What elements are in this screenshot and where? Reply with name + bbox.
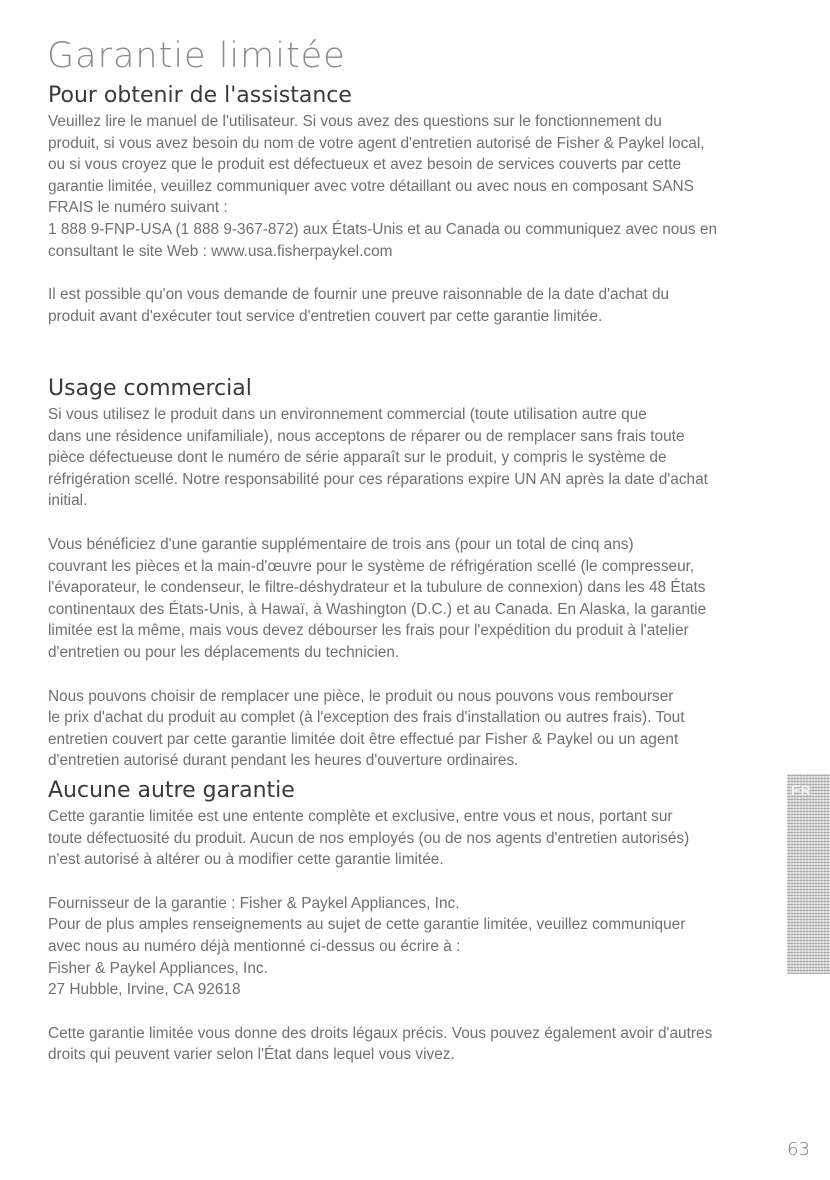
text-line: initial. — [48, 492, 88, 510]
text-line: FRAIS le numéro suivant : — [48, 199, 228, 217]
paragraph — [48, 534, 778, 664]
text-line: 1 888 9-FNP-USA (1 888 9-367-872) aux États-Unis et au Canada ou communiquez avec nous en — [48, 220, 718, 238]
text-line: 27 Hubble, Irvine, CA 92618 — [48, 981, 241, 999]
paragraph — [48, 1023, 778, 1066]
text-line: droits qui peuvent varier selon l'État dans lequel vous vivez. — [48, 1046, 455, 1064]
text-line: Cette garantie limitée est une entente complète et exclusive, entre vous et nous, portant sur — [48, 808, 673, 825]
text-line: Nous pouvons choisir de remplacer une pièce, le produit ou nous pouvons vous rembourser — [48, 687, 674, 705]
paragraph — [48, 686, 778, 772]
text-line: produit avant d'exécuter tout service d'entretien couvert par cette garantie limitée. — [48, 307, 603, 325]
text-line: toute défectuosité du produit. Aucun de nos employés (ou de nos agents d'entretien autorisés) — [48, 829, 690, 847]
text-line: Fournisseur de la garantie : Fisher & Paykel Appliances, Inc. — [48, 894, 460, 912]
text-line: Veuillez lire le manuel de l'utilisateur. Si vous avez des questions sur le fonctionnement du — [48, 113, 662, 130]
page-number: 63 — [787, 1139, 810, 1160]
section-assistance — [48, 83, 778, 349]
text-line: consultant le site Web : www.usa.fisherpaykel.com — [48, 242, 393, 260]
page-title: Garantie limitée — [47, 36, 346, 76]
text-line: d'entretien ou pour les déplacements du technicien. — [48, 643, 400, 661]
text-line: ou si vous croyez que le produit est défectueux et avez besoin de services couverts par cette — [48, 156, 682, 174]
text-line: couvrant les pièces et la main-d'œuvre pour le système de réfrigération scellé (le compresseur, — [48, 557, 695, 575]
text-line: réfrigération scellé. Notre responsabilité pour ces réparations expire UN AN après la date d'achat — [48, 470, 708, 488]
paragraph — [48, 893, 778, 1001]
text-line: le prix d'achat du produit au complet (à l'exception des frais d'installation ou autres frais). Tout — [48, 709, 685, 727]
section-commercial-use — [48, 376, 778, 794]
text-line: limitée est la même, mais vous devez débourser les frais pour l'expédition du produit à l'atelier — [48, 622, 689, 640]
text-line: n'est autorisé à altérer ou à modifier cette garantie limitée. — [48, 851, 444, 869]
text-line: continentaux des États-Unis, à Hawaï, à Washington (D.C.) et au Canada. En Alaska, la garantie — [48, 600, 707, 618]
text-line: Cette garantie limitée vous donne des droits légaux précis. Vous pouvez également avoir d'autres — [48, 1024, 713, 1042]
text-line: Il est possible qu'on vous demande de fournir une preuve raisonnable de la date d'achat du — [48, 286, 670, 304]
language-tab-label: FR — [791, 782, 812, 798]
text-line: d'entretien autorisé durant pendant les heures d'ouverture ordinaires. — [48, 752, 519, 770]
text-line: avec nous au numéro déjà mentionné ci-dessus ou écrire à : — [48, 937, 461, 955]
text-line: pièce défectueuse dont le numéro de série apparaît sur le produit, y compris le système de — [48, 449, 667, 467]
section-heading: Usage commercial — [48, 376, 252, 401]
text-line: Fisher & Paykel Appliances, Inc. — [48, 959, 268, 977]
paragraph — [48, 404, 778, 512]
text-line: garantie limitée, veuillez communiquer avec votre détaillant ou avec nous en composant SANS — [48, 177, 694, 195]
text-line: l'évaporateur, le condenseur, le filtre-déshydrateur et la tubulure de connexion) dans les 48 États — [48, 579, 706, 597]
section-heading: Aucune autre garantie — [48, 778, 295, 803]
paragraph — [48, 806, 778, 871]
paragraph — [48, 284, 778, 327]
paragraph — [48, 111, 778, 262]
text-line: Pour de plus amples renseignements au sujet de cette garantie limitée, veuillez communiquer — [48, 916, 686, 934]
section-heading: Pour obtenir de l'assistance — [48, 83, 352, 108]
text-line: entretien couvert par cette garantie limitée doit être effectué par Fisher & Paykel ou un agent — [48, 730, 679, 748]
text-line: Vous bénéficiez d'une garantie supplémentaire de trois ans (pour un total de cinq ans) — [48, 535, 634, 553]
section-no-other-warranty — [48, 778, 778, 1088]
text-line: Si vous utilisez le produit dans un environnement commercial (toute utilisation autre que — [48, 406, 647, 423]
language-tab — [787, 774, 830, 974]
text-line: dans une résidence unifamiliale), nous acceptons de réparer ou de remplacer sans frais toute — [48, 427, 685, 445]
text-line: produit, si vous avez besoin du nom de votre agent d'entretien autorisé de Fisher & Paykel local, — [48, 134, 705, 152]
